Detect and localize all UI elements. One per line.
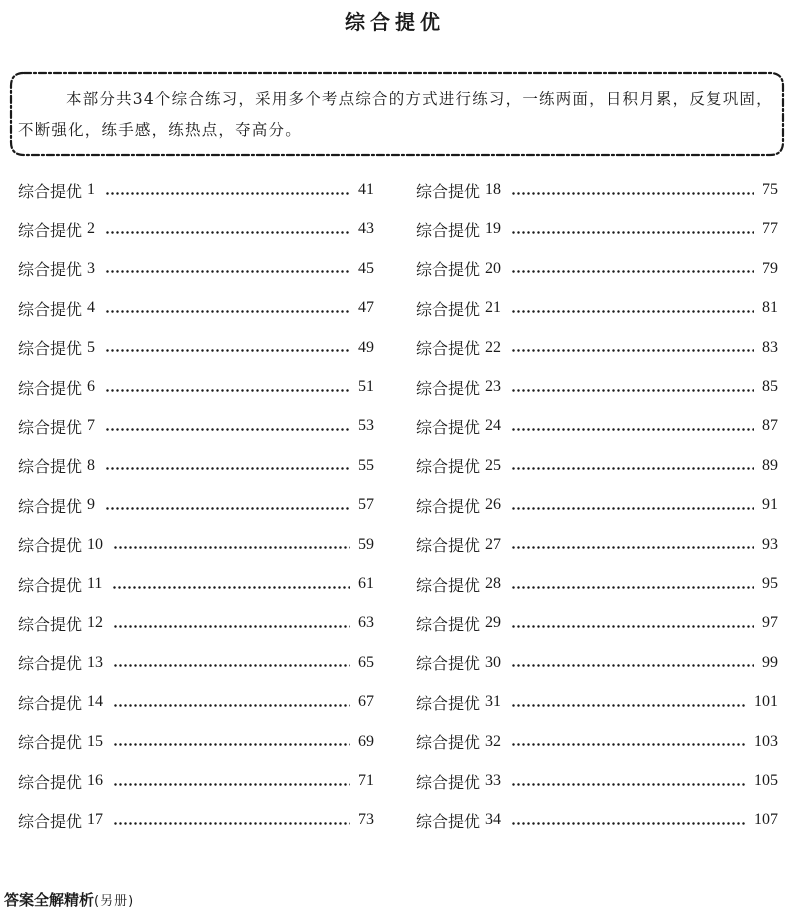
toc-entry-label: 综合提优 [416,693,481,713]
toc-entry-number: 15 [87,732,104,750]
toc-entry[interactable] [416,336,778,360]
toc-entry[interactable] [416,611,778,635]
toc-entry-label: 综合提优 [416,220,481,240]
toc-entry-number: 12 [87,614,104,632]
dot-leader [511,389,754,392]
toc-entry[interactable] [18,533,374,557]
toc-entry-number: 30 [485,653,502,671]
toc-entry-label: 综合提优 [18,654,83,674]
dot-leader [511,428,754,431]
toc-entry[interactable] [18,808,374,832]
toc-entry-label: 综合提优 [18,181,83,201]
toc-entry[interactable] [18,217,374,241]
toc-entry-page: 103 [754,732,778,750]
toc-entry-number: 34 [485,811,502,829]
dot-leader [105,389,350,392]
toc-entry-page: 53 [358,417,374,435]
toc-entry-page: 93 [762,535,778,553]
toc-entry[interactable] [18,454,374,478]
toc-entry[interactable] [18,493,374,517]
toc-entry-number: 22 [485,338,502,356]
toc-entry[interactable] [416,651,778,675]
toc-entry-number: 26 [485,496,502,514]
toc-entry-number: 4 [87,299,96,317]
toc-entry-label: 综合提优 [18,378,83,398]
dot-leader [511,546,754,549]
toc-entry-page: 95 [762,575,778,592]
toc-entry[interactable] [18,651,374,675]
toc-entry-number: 17 [87,811,104,829]
dot-leader [105,507,350,510]
toc-entry[interactable] [18,336,374,360]
toc-entry-page: 67 [358,693,374,711]
toc-entry-number: 21 [485,299,502,317]
toc-entry-label: 综合提优 [18,811,83,831]
toc-entry-page: 75 [762,181,778,198]
dot-leader [511,270,754,273]
toc-entry-label: 综合提优 [416,378,481,398]
toc-entry-page: 85 [762,378,778,395]
toc-entry[interactable] [416,375,778,399]
toc-entry-page: 101 [754,693,778,711]
toc-entry-number: 18 [485,181,502,198]
dot-leader [511,467,754,470]
dot-leader [113,664,350,667]
toc-entry[interactable] [416,178,778,202]
toc-entry-label: 综合提优 [416,299,481,319]
toc-entry[interactable] [416,769,778,793]
toc-entry-page: 105 [754,772,778,789]
toc-entry[interactable] [18,572,374,596]
toc-entry-label: 综合提优 [416,339,481,359]
toc-entry[interactable] [18,375,374,399]
toc-entry-page: 55 [358,456,374,474]
toc-entry-label: 综合提优 [416,614,481,634]
toc-entry-page: 45 [358,259,374,277]
toc-entry-page: 59 [358,535,374,553]
toc-entry-number: 2 [87,220,96,238]
toc-entry-number: 14 [87,693,104,711]
toc-entry[interactable] [18,296,374,320]
toc-entry-label: 综合提优 [18,772,83,792]
toc-entry[interactable] [416,257,778,281]
toc-entry[interactable] [416,533,778,557]
toc-entry-page: 97 [762,614,778,632]
toc-entry-number: 7 [87,417,96,435]
toc-entry-page: 61 [358,575,374,592]
toc-entry-page: 87 [762,417,778,435]
toc-entry-page: 63 [358,614,374,632]
toc-entry-page: 57 [358,496,374,514]
toc-entry-label: 综合提优 [18,496,83,516]
toc-entry-page: 51 [358,378,374,395]
toc-entry-page: 73 [358,811,374,829]
toc-entry-number: 19 [485,220,502,238]
toc-entry-number: 24 [485,417,502,435]
dot-leader [105,349,350,352]
toc-entry-page: 65 [358,653,374,671]
dot-leader [113,743,350,746]
toc-entry-number: 25 [485,456,502,474]
footer-note: (另册) [94,894,135,909]
dot-leader [511,704,746,707]
toc-entry[interactable] [416,493,778,517]
dot-leader [112,586,350,589]
toc-entry-label: 综合提优 [18,733,83,753]
toc-entry-label: 综合提优 [18,417,83,437]
toc-entry-number: 6 [87,378,96,395]
toc-entry-number: 5 [87,338,96,356]
dot-leader [511,783,746,786]
toc-entry-number: 28 [485,575,502,592]
toc-entry-number: 27 [485,535,502,553]
dot-leader [511,822,746,825]
dot-leader [511,625,754,628]
toc-entry-number: 11 [87,575,103,592]
dot-leader [511,231,754,234]
toc-entry[interactable] [18,178,374,202]
toc-entry-label: 综合提优 [18,299,83,319]
toc-entry-label: 综合提优 [18,575,83,595]
toc-entry-label: 综合提优 [416,575,481,595]
dot-leader [511,743,746,746]
toc-entry-number: 32 [485,732,502,750]
dot-leader [511,507,754,510]
toc-entry-label: 综合提优 [18,614,83,634]
toc-entry[interactable] [416,572,778,596]
toc-entry-label: 综合提优 [416,733,481,753]
toc-entry[interactable] [18,257,374,281]
toc-entry-number: 8 [87,456,96,474]
intro-text: 本部分共34个综合练习，采用多个考点综合的方式进行练习，一练两面，日积月累，反复巩固，不断强化，练手感，练热点，夺高分。 [18,90,773,139]
toc-entry-number: 13 [87,653,104,671]
dot-leader [511,664,754,667]
toc-entry-label: 综合提优 [18,693,83,713]
dot-leader [113,704,350,707]
toc-entry-page: 107 [754,811,778,829]
toc-entry-number: 3 [87,259,96,277]
dot-leader [105,270,350,273]
toc-entry-number: 9 [87,496,96,514]
toc-entry-page: 81 [762,299,778,317]
toc-entry-page: 83 [762,338,778,356]
toc-entry[interactable] [416,217,778,241]
toc-entry-label: 综合提优 [416,417,481,437]
dot-leader [105,310,350,313]
dot-leader [113,625,350,628]
toc-entry-label: 综合提优 [416,811,481,831]
toc-entry-page: 91 [762,496,778,514]
toc-entry-label: 综合提优 [416,654,481,674]
toc-entry-label: 综合提优 [18,260,83,280]
dot-leader [511,586,754,589]
toc-entry[interactable] [18,769,374,793]
toc-entry[interactable] [416,414,778,438]
answer-section-footer [4,889,134,910]
dot-leader [105,428,350,431]
page-title: 综合提优 [345,10,445,34]
toc-entry[interactable] [416,690,778,714]
toc-entry-number: 33 [485,772,502,789]
toc-entry-page: 79 [762,259,778,277]
footer-label: 答案全解精析 [4,891,95,909]
toc-entry[interactable] [18,414,374,438]
toc-entry-page: 43 [358,220,374,238]
dot-leader [511,310,754,313]
dot-leader [105,231,350,234]
toc-entry-page: 77 [762,220,778,238]
toc-entry-page: 69 [358,732,374,750]
dot-leader [105,467,350,470]
dot-leader [511,349,754,352]
toc-entry-number: 31 [485,693,502,711]
toc-entry[interactable] [18,730,374,754]
toc-entry-number: 16 [87,772,104,789]
toc-entry-label: 综合提优 [18,220,83,240]
toc-entry[interactable] [18,690,374,714]
dot-leader [113,783,350,786]
toc-entry[interactable] [416,730,778,754]
toc-entry-label: 综合提优 [18,536,83,556]
toc-entry-page: 41 [358,181,374,198]
toc-entry-label: 综合提优 [416,772,481,792]
toc-entry-label: 综合提优 [18,339,83,359]
toc-entry-label: 综合提优 [416,457,481,477]
toc-entry-number: 23 [485,378,502,395]
toc-entry[interactable] [416,454,778,478]
toc-entry-page: 47 [358,299,374,317]
toc-entry-page: 99 [762,653,778,671]
toc-entry[interactable] [416,296,778,320]
toc-entry-number: 10 [87,535,104,553]
toc-entry-label: 综合提优 [416,181,481,201]
toc-entry-number: 1 [87,181,96,198]
toc-entry-number: 29 [485,614,502,632]
toc-entry-page: 49 [358,338,374,356]
toc-entry[interactable] [18,611,374,635]
dot-leader [113,822,350,825]
toc-entry-page: 71 [358,772,374,789]
dot-leader [113,546,350,549]
toc-entry-label: 综合提优 [18,457,83,477]
dot-leader [511,192,754,195]
dot-leader [105,192,350,195]
toc-entry-label: 综合提优 [416,260,481,280]
toc-entry-label: 综合提优 [416,536,481,556]
toc-entry-number: 20 [485,259,502,277]
toc-entry-label: 综合提优 [416,496,481,516]
toc-entry[interactable] [416,808,778,832]
toc-entry-page: 89 [762,456,778,474]
